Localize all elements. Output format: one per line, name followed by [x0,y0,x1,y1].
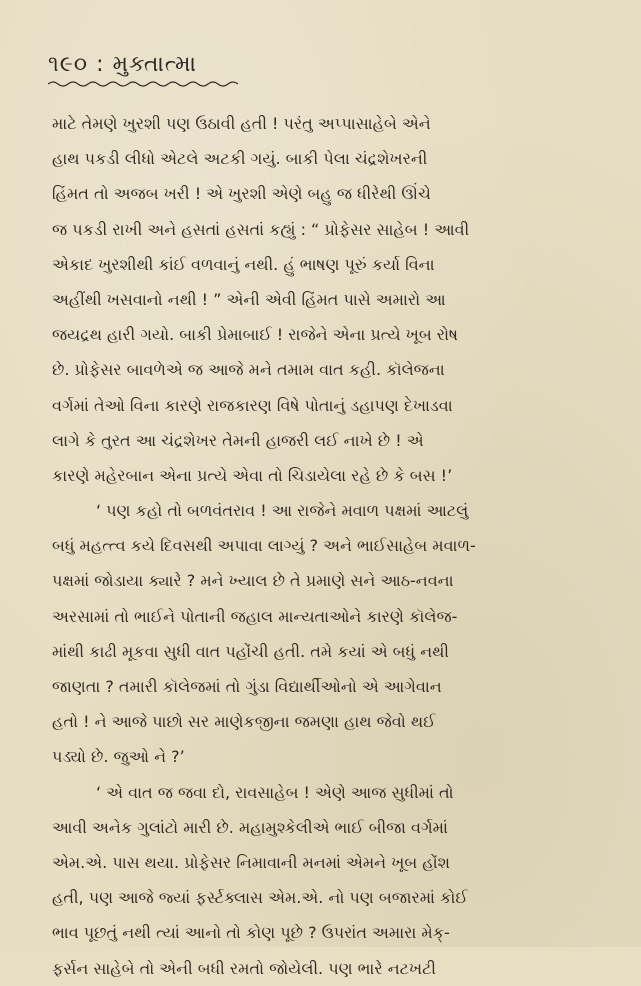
text-line: હાથ પકડી લીધો એટલે અટકી ગયું. બાકી પેલા ચંદ્રશેખરની [52,149,428,169]
text-line: વર્ગમાં તેઓ વિના કારણે રાજકારણ વિષે પોતાનું ડહાપણ દેખાડવા [52,395,453,415]
text-line: હતો ! ને આજે પાછો સર માણેકજીના જમણા હાથ જેવો થઈ [52,712,436,732]
text-line: એકાદ ખુરશીથી કાંઈ વળવાનું નથી. હું ભાષણ પૂરું કર્યા વિના [52,254,435,274]
running-header [48,52,197,77]
text-line: આવી અનેક ગુલાંટો મારી છે. મહામુશ્કેલીએ ભાઈ બીજા વર્ગમાં [52,817,448,837]
text-line: અરસામાં તો ભાઈને પોતાની જહાલ માન્યતાઓને કારણે કૉલેજ- [52,606,458,626]
text-line: માંથી કાઢી મૂકવા સુધી વાત પહોંચી હતી. તમે કયાં એ બધું નથી [52,641,449,661]
page-number: ૧૯૦ [48,52,89,77]
text-line: બધું મહત્ત્વ કયે દિવસથી અપાવા લાગ્યું ? અને ભાઈસાહેબ મવાળ- [52,536,476,556]
body-text [52,106,612,986]
text-line: પક્ષમાં જોડાયા ક્યારે ? મને ખ્યાલ છે તે પ્રમાણે સને આઠ-નવના [52,571,454,591]
text-line: ભાવ પૂછતું નથી ત્યાં આનો તો કોણ પૂછે ? ઉપરાંત અમારા મેક્- [52,923,450,943]
text-line: ‘ એ વાત જ જવા દો, રાવસાહેબ ! એણે આજ સુધીમાં તો [96,782,454,802]
text-line: કારણે મહેરબાન એના પ્રત્યે એવા તો ચિડાયેલા રહે છે કે બસ !’ [52,465,453,485]
text-line: જ પકડી રાખી અને હસતાં હસતાં કહ્યું : “ પ્રોફેસર સાહેબ ! આવી [52,219,470,239]
text-line: હતી, પણ આજે જ્યાં ફર્સ્ટક્લાસ એમ.એ. નો પણ બજારમાં કોઈ [52,888,468,908]
text-line: લાગે કે તુરત આ ચંદ્રશેખર તેમની હાજરી લઈ નાખે છે ! એ [52,430,424,450]
text-line: છે. પ્રોફેસર બાવળેએ જ આજે મને તમામ વાત કહી. કૉલેજના [52,360,445,380]
text-line: જાણતા ? તમારી કૉલેજમાં તો ગુંડા વિદ્યાર્થીઓનો એ આગેવાન [52,677,442,696]
book-title: મુક્તાત્મા [112,52,197,77]
text-line: અહીંથી ખસવાનો નથી ! ” એની એવી હિંમત પાસે અમારો આ [52,289,446,309]
text-line: એમ.એ. પાસ થયા. પ્રોફેસર નિમાવાની મનમાં એમને ખૂબ હોંશ [52,852,450,872]
text-line: ફર્સન સાહેબે તો એની બધી રમતો જોયેલી. પણ ભારે નટખટી [52,958,436,978]
header-wavy-underline [48,80,238,88]
header-separator: : [96,52,105,77]
text-line: હિંમત તો અજબ ખરી ! એ ખુરશી એણે બહુ જ ધીરેથી ઊંચે [52,184,431,204]
text-line: માટે તેમણે ખુરશી પણ ઉઠાવી હતી ! પરંતુ અપ્પાસાહેબે એને [52,114,431,133]
text-line: પડ્યો છે. જુઓ ને ?’ [52,747,185,767]
text-line: ‘ પણ કહો તો બળવંતરાવ ! આ રાજેને મવાળ પક્ષમાં આટલું [96,501,469,521]
text-line: જયદ્રથ હારી ગયો. બાકી પ્રેમાબાઈ ! રાજેને એના પ્રત્યે ખૂબ રોષ [52,325,458,345]
